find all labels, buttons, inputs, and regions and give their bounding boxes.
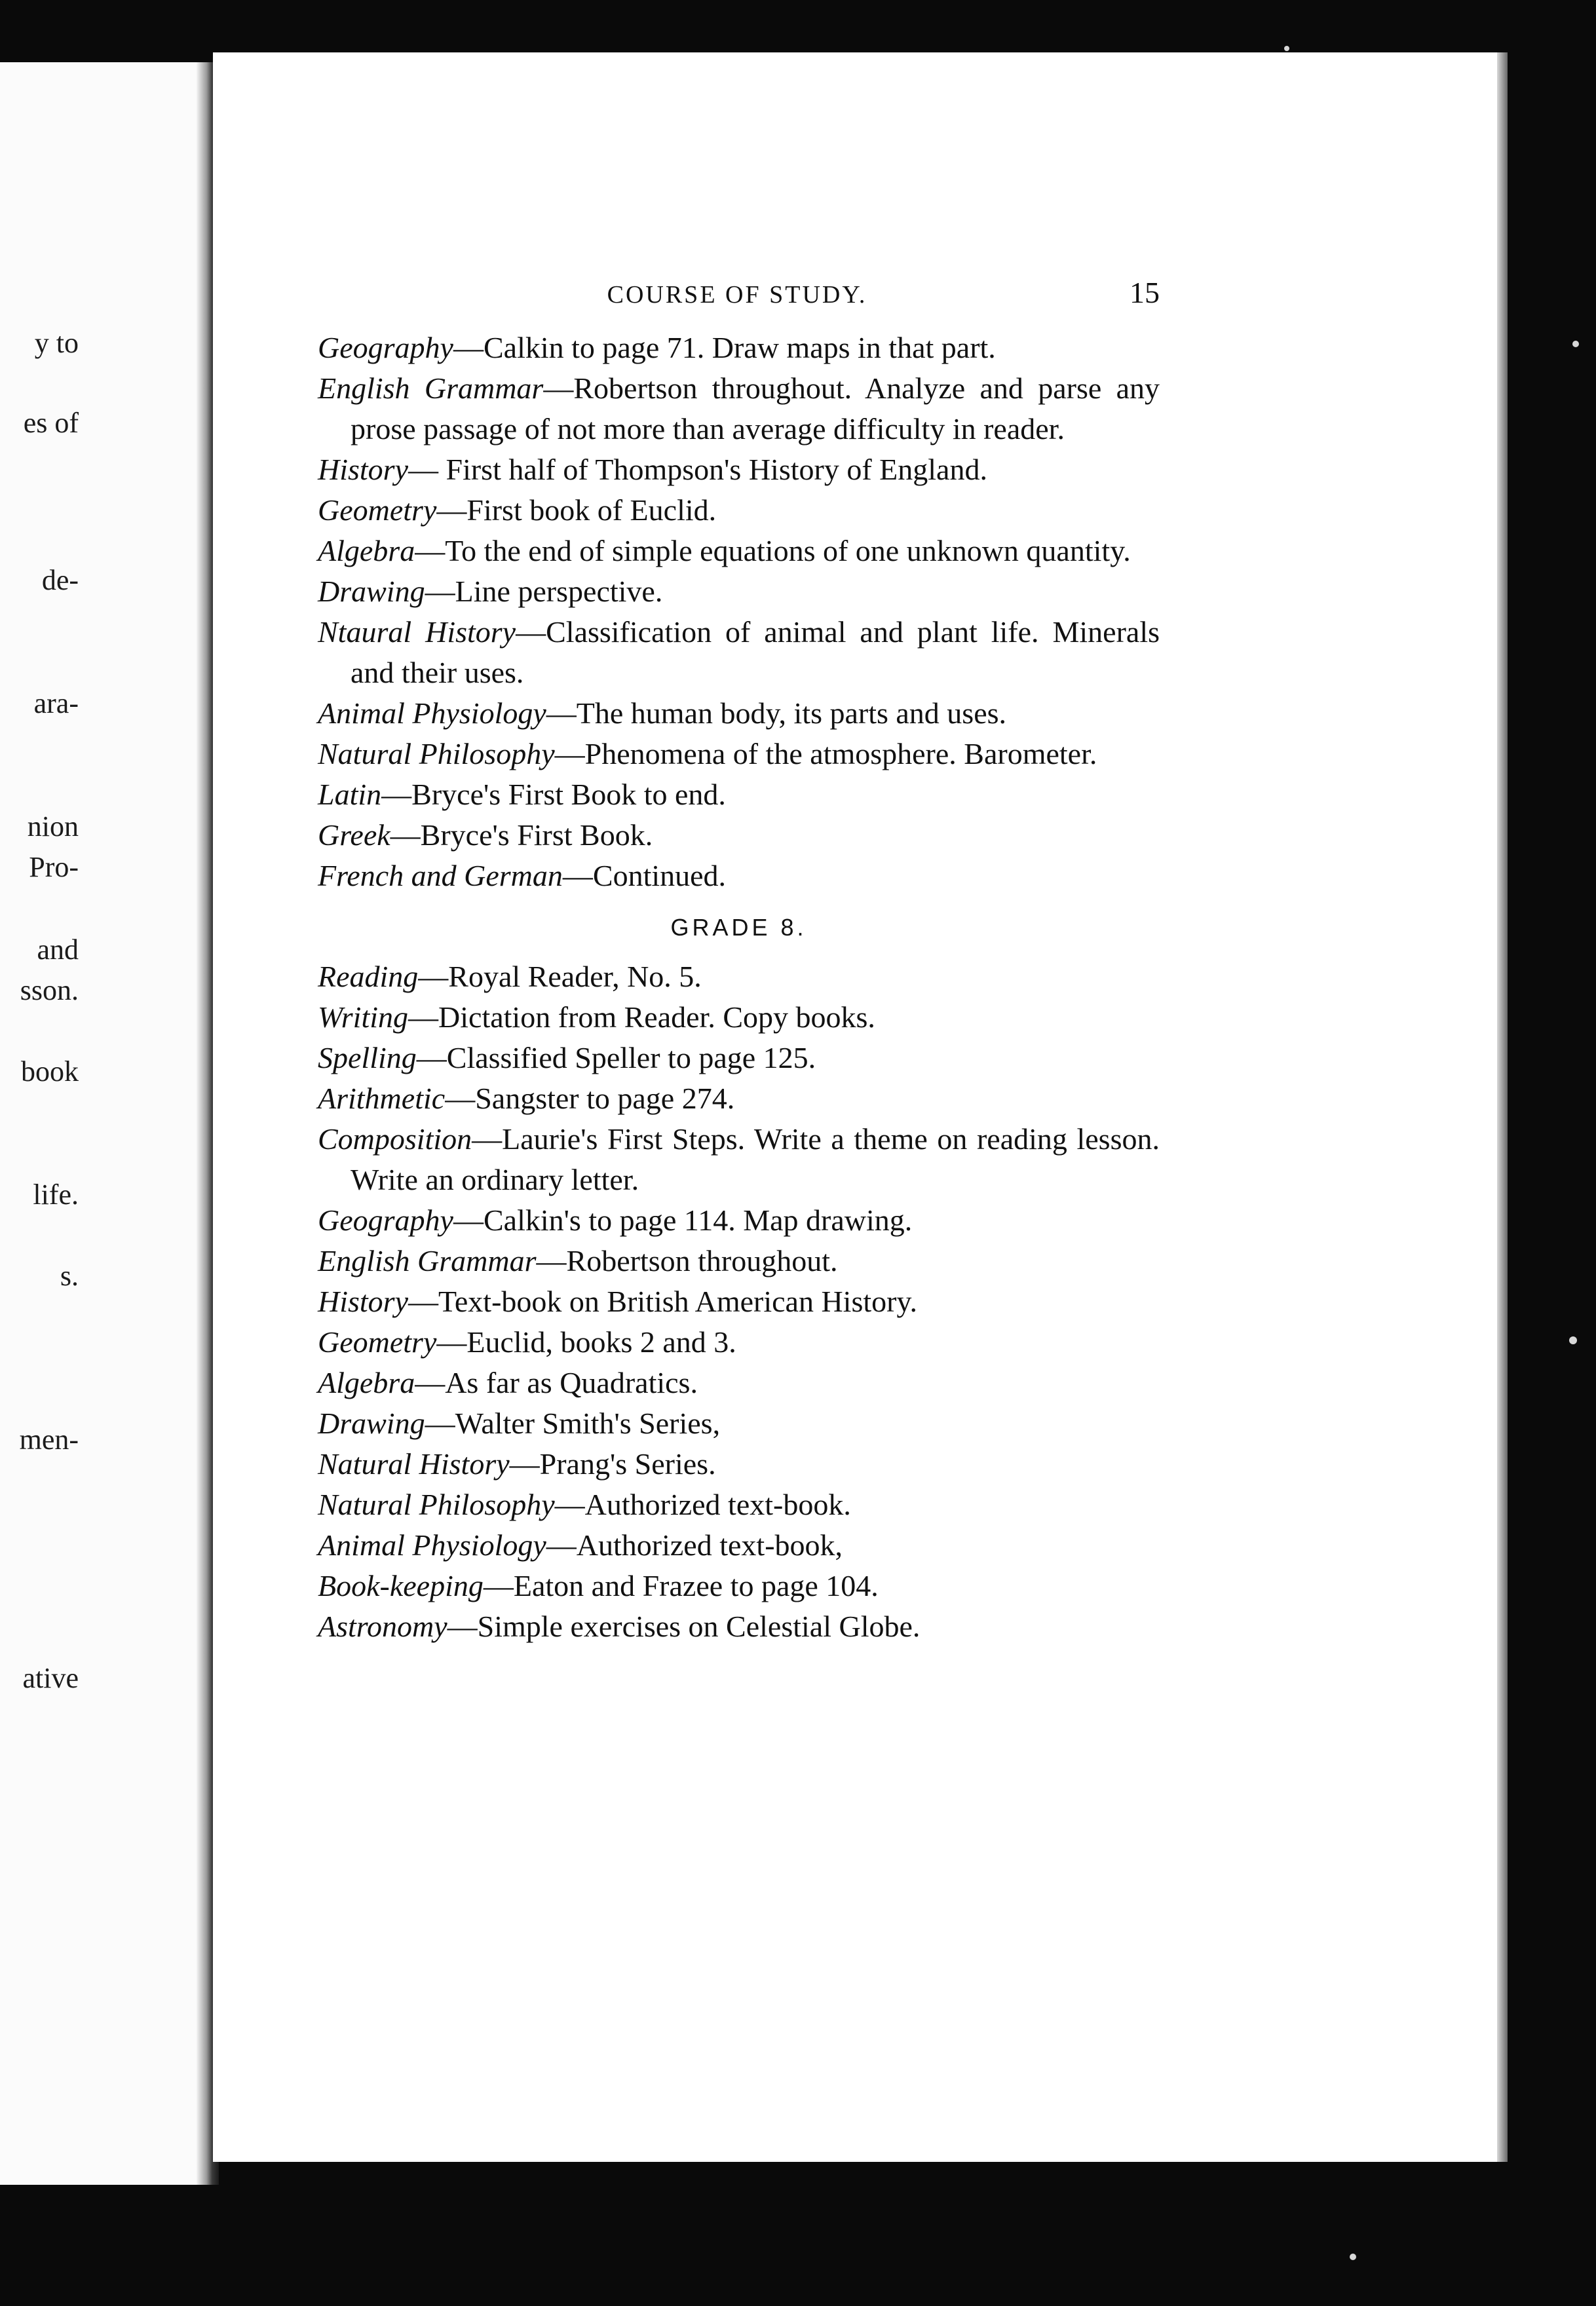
- course-text: [318, 328, 1160, 1647]
- entry-dash: —: [536, 1244, 567, 1277]
- subject-description: Bryce's First Book.: [420, 818, 653, 852]
- entry-dash: —: [562, 859, 593, 892]
- subject-entry: [318, 997, 1160, 1038]
- subject-name: Ntaural History: [318, 615, 516, 649]
- subject-entry: [318, 856, 1160, 896]
- left-page-fragment: life.: [33, 1179, 79, 1211]
- entry-dash: —: [516, 615, 546, 649]
- entry-dash: —: [416, 1041, 447, 1074]
- subject-entry: [318, 1038, 1160, 1078]
- entry-dash: —: [418, 960, 449, 993]
- entry-dash: —: [408, 1285, 438, 1318]
- entry-dash: —: [436, 1325, 467, 1359]
- subject-description: Text-book on British American History.: [438, 1285, 917, 1318]
- subject-entry: [318, 1241, 1160, 1281]
- entry-dash: —: [447, 1610, 478, 1643]
- left-facing-page: [0, 62, 216, 2185]
- subject-name: History: [318, 1285, 408, 1318]
- grade-heading: GRADE 8.: [670, 914, 807, 941]
- left-page-fragment: y to: [34, 327, 79, 359]
- subject-name: Geography: [318, 1203, 453, 1237]
- subject-entry: [318, 734, 1160, 774]
- subject-description: Walter Smith's Series,: [455, 1407, 721, 1440]
- subject-name: Drawing: [318, 575, 425, 608]
- subject-name: Natural Philosophy: [318, 737, 555, 770]
- subject-entry: [318, 774, 1160, 815]
- subject-description: Simple exercises on Celestial Globe.: [477, 1610, 921, 1643]
- entry-dash: —: [543, 371, 574, 405]
- subject-description: Robertson throughout.: [566, 1244, 838, 1277]
- dust-speck: [1572, 341, 1579, 347]
- subject-entry: [318, 693, 1160, 734]
- subject-description: Continued.: [592, 859, 727, 892]
- grade-8-subject-list: [318, 956, 1160, 1647]
- left-page-fragment: men-: [19, 1424, 79, 1456]
- subject-entry: [318, 1444, 1160, 1484]
- page-number: 15: [1130, 276, 1160, 309]
- entry-dash: —: [554, 737, 585, 770]
- subject-description: The human body, its parts and uses.: [576, 696, 1007, 730]
- subject-name: Composition: [318, 1122, 472, 1156]
- subject-entry: [318, 1403, 1160, 1444]
- left-page-fragment: ara-: [33, 687, 79, 719]
- subject-description: Authorized text-book.: [584, 1488, 851, 1521]
- subject-entry: [318, 1363, 1160, 1403]
- subject-description: To the end of simple equations of one unknown quantity.: [445, 534, 1131, 567]
- subject-description: First book of Euclid.: [466, 493, 717, 527]
- subject-name: Arithmetic: [318, 1082, 446, 1115]
- dust-speck: [1284, 46, 1289, 51]
- dust-speck: [1350, 2254, 1356, 2260]
- subject-entry: [318, 1281, 1160, 1322]
- subject-name: Animal Physiology: [318, 696, 546, 730]
- left-page-fragment: es of: [23, 407, 79, 439]
- entry-dash: —: [546, 696, 577, 730]
- subject-entry: [318, 1525, 1160, 1566]
- subject-description: Royal Reader, No. 5.: [448, 960, 702, 993]
- left-page-fragment: sson.: [20, 974, 79, 1006]
- left-page-fragment: book: [21, 1055, 79, 1087]
- subject-description: Calkin's to page 114. Map drawing.: [483, 1203, 913, 1237]
- subject-entry: [318, 1322, 1160, 1363]
- subject-name: Geography: [318, 331, 453, 364]
- entry-dash: —: [445, 1082, 476, 1115]
- subject-description: Classification of animal and plant life. Minerals and their uses.: [351, 615, 1160, 689]
- subject-entry: [318, 1078, 1160, 1119]
- subject-entry: [318, 1606, 1160, 1647]
- subject-description: As far as Quadratics.: [445, 1366, 698, 1399]
- subject-description: First half of Thompson's History of England.: [438, 453, 987, 486]
- subject-description: Euclid, books 2 and 3.: [466, 1325, 736, 1359]
- subject-entry: [318, 368, 1160, 449]
- page-edge-shadow: [1497, 52, 1508, 2162]
- entry-dash: —: [436, 493, 467, 527]
- left-page-fragment: nion: [27, 810, 79, 842]
- entry-dash: —: [554, 1488, 585, 1521]
- subject-entry: [318, 1484, 1160, 1525]
- subject-name: Astronomy: [318, 1610, 447, 1643]
- subject-name: Greek: [318, 818, 390, 852]
- subject-name: Algebra: [318, 534, 415, 567]
- subject-name: Latin: [318, 778, 382, 811]
- subject-name: Writing: [318, 1000, 409, 1034]
- entry-dash: —: [472, 1122, 503, 1156]
- subject-description: Robertson throughout. Analyze and parse any prose passage of not more than average difficulty in reader.: [351, 371, 1160, 445]
- grade-7-subject-list: [318, 328, 1160, 896]
- subject-entry: [318, 571, 1160, 612]
- subject-description: Calkin to page 71. Draw maps in that part.: [483, 331, 996, 364]
- entry-dash: —: [453, 1203, 484, 1237]
- subject-name: French and German: [318, 859, 563, 892]
- subject-entry: [318, 612, 1160, 693]
- subject-description: Bryce's First Book to end.: [411, 778, 726, 811]
- entry-dash: —: [415, 534, 446, 567]
- subject-description: Line perspective.: [455, 575, 663, 608]
- entry-dash: —: [425, 1407, 455, 1440]
- entry-dash: —: [390, 818, 421, 852]
- subject-entry: [318, 531, 1160, 571]
- subject-description: Dictation from Reader. Copy books.: [438, 1000, 875, 1034]
- subject-name: History: [318, 453, 408, 486]
- entry-dash: —: [415, 1366, 446, 1399]
- subject-description: Phenomena of the atmosphere. Barometer.: [584, 737, 1097, 770]
- left-page-fragment: de-: [41, 564, 79, 596]
- entry-dash: —: [408, 453, 438, 486]
- subject-description: Sangster to page 274.: [475, 1082, 735, 1115]
- entry-dash: —: [408, 1000, 439, 1034]
- subject-name: Natural Philosophy: [318, 1488, 555, 1521]
- subject-description: Laurie's First Steps. Write a theme on reading lesson. Write an ordinary letter.: [351, 1122, 1160, 1196]
- entry-dash: —: [453, 331, 484, 364]
- subject-name: English Grammar: [318, 371, 544, 405]
- subject-name: Geometry: [318, 493, 437, 527]
- subject-name: Reading: [318, 960, 419, 993]
- subject-entry: [318, 1200, 1160, 1241]
- dust-speck: [1569, 1336, 1577, 1344]
- entry-dash: —: [483, 1569, 514, 1602]
- subject-name: Drawing: [318, 1407, 425, 1440]
- subject-description: Authorized text-book,: [576, 1528, 843, 1562]
- subject-description: Eaton and Frazee to page 104.: [513, 1569, 879, 1602]
- subject-entry: [318, 1119, 1160, 1200]
- subject-name: Natural History: [318, 1447, 510, 1481]
- running-title: COURSE OF STUDY.: [607, 281, 867, 309]
- left-page-fragment: Pro-: [29, 851, 79, 883]
- subject-description: Prang's Series.: [539, 1447, 716, 1481]
- subject-name: Geometry: [318, 1325, 437, 1359]
- subject-name: Algebra: [318, 1366, 415, 1399]
- subject-name: Book-keeping: [318, 1569, 484, 1602]
- subject-name: English Grammar: [318, 1244, 537, 1277]
- entry-dash: —: [425, 575, 455, 608]
- entry-dash: —: [509, 1447, 540, 1481]
- subject-name: Animal Physiology: [318, 1528, 546, 1562]
- subject-name: Spelling: [318, 1041, 417, 1074]
- subject-entry: [318, 956, 1160, 997]
- subject-entry: [318, 449, 1160, 490]
- subject-description: Classified Speller to page 125.: [446, 1041, 816, 1074]
- left-page-fragment: and: [37, 934, 79, 966]
- subject-entry: [318, 490, 1160, 531]
- entry-dash: —: [381, 778, 412, 811]
- subject-entry: [318, 815, 1160, 856]
- left-page-fragment: ative: [22, 1662, 79, 1694]
- left-page-fragment: s.: [60, 1260, 79, 1292]
- running-head: [314, 275, 1160, 314]
- entry-dash: —: [546, 1528, 577, 1562]
- subject-entry: [318, 1566, 1160, 1606]
- subject-entry: [318, 328, 1160, 368]
